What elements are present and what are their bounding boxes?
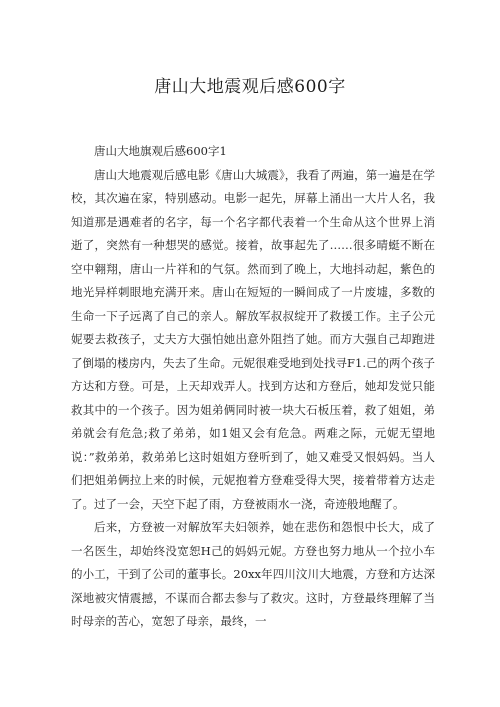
body-paragraph: 唐山大地震观后感电影《唐山大城震》，我看了两遍，第一遍是在学校，其次遍在家，特别感动。电影一起先，屏幕上涌出一大片人名，我知道那是遇难者的名字，每一个名字都代表着一个生命从这个世界上消逝了，突然有一种想哭的感觉。接着，故事起先了……很多晴蜓不断在空中翱翔，唐山一片祥和的气氛。然而到了晚上，大地抖动起，紫色的地光异样刺眼地充满开来。唐山在短短的一瞬间成了一片废墟，多数的生命一下子远离了自己的亲人。解放军叔叔绽开了救援工作。主子公元妮要去救孩子，丈夫方大强怕她出意外阻挡了她。而方大强自己却跑进了倒塌的楼房内，失去了生命。元妮很难受地到处找寻F1.己的两个孩子方达和方登。可是，上天却戏弄人。找到方达和方登后，她却发觉只能救其中的一个孩子。因为姐弟俩同时被一块大石板压着，救了姐姐，弟弟就会有危急;救了弟弟，如1姐又会有危急。两难之际，元妮无望地说：”救弟弟，救弟弟匕这时姐姐方登听到了，她又难受又恨妈妈。当人们把姐弟俩拉上来的时候，元妮抱着方登难受得大哭，接着带着方达走了。过了一会，天空下起了雨，方登被雨水一浇，奇迹般地醒了。 <box>71 167 435 511</box>
body-paragraph: 后来，方登被一对解放军夫妇领养，她在悲伤和怨恨中长大，成了一名医生，却始终没宽恕H己的妈妈元妮。方登也努力地从一个拉小车的小工，干到了公司的董事长。20xx年四川汶川大地震，方登和方达深深地被灾情震撼，不谋而合都去参与了救灾。这时，方登最终理解了当时母亲的苦心，宽恕了母亲，最终，一 <box>71 520 435 628</box>
page-title: 唐山大地震观后感600字 <box>154 77 346 97</box>
section-heading: 唐山大地旗观后感600字1 <box>94 144 227 158</box>
document-body <box>71 140 435 634</box>
